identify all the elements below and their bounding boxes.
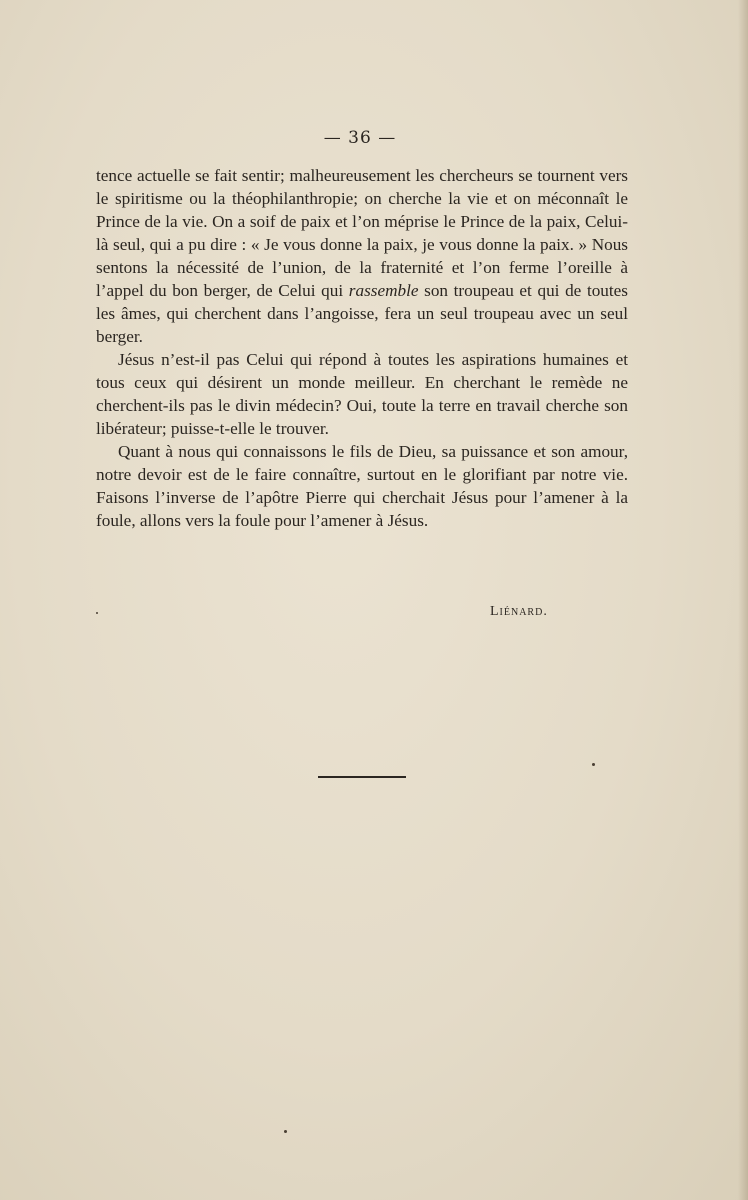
paragraph-2: Jésus n’est-il pas Celui qui répond à toutes les aspirations humaines et tous ceux qui désirent un monde meilleur. En cherchant le remède ne cherchent-ils pas le divin médecin? Oui, toute la terre en travail cherche son libérateur; puisse-t-elle le trouver. [96,350,628,438]
paragraph-3: Quant à nous qui connaissons le fils de Dieu, sa puissance et son amour, notre devoir est de le faire connaître, surtout en le glorifiant par notre vie. Faisons l’inverse de l’apôtre Pierre qui cherchait Jésus pour l’amener à la foule, allons vers la foule pour l’amener à Jésus. [96,442,628,530]
paper-speck [96,612,98,614]
author-signature: Liénard. [490,604,548,619]
paragraph-1-text-before: tence actuelle se fait sentir; malheureusement les chercheurs se tournent vers le spiritisme ou la théophilanthropie; on cherche la vie et on méconnaît le Prince de la vie. On a soif de paix et l’on méprise le Prince de la paix, Celui-là seul, qui a pu dire : « Je vous donne la paix, je vous donne la paix. » Nous sentons la nécessité de l’union, de la fraternité et l’on ferme l’oreille à l’appel du bon berger, de Celui qui [96,166,628,300]
body-text [96,164,628,532]
page-number: — 36 — [323,128,397,148]
paragraph-1 [96,164,628,348]
page-edge-shadow [738,0,748,1200]
paragraph-1-emphasis: rassemble [348,281,419,300]
paper-speck [284,1130,287,1133]
paper-speck [592,763,595,766]
paragraph-1-text-after: son troupeau et qui de toutes les âmes, qui cherchent dans l’angoisse, fera un seul troupeau avec un seul berger. [96,281,628,346]
section-end-rule [318,776,406,778]
